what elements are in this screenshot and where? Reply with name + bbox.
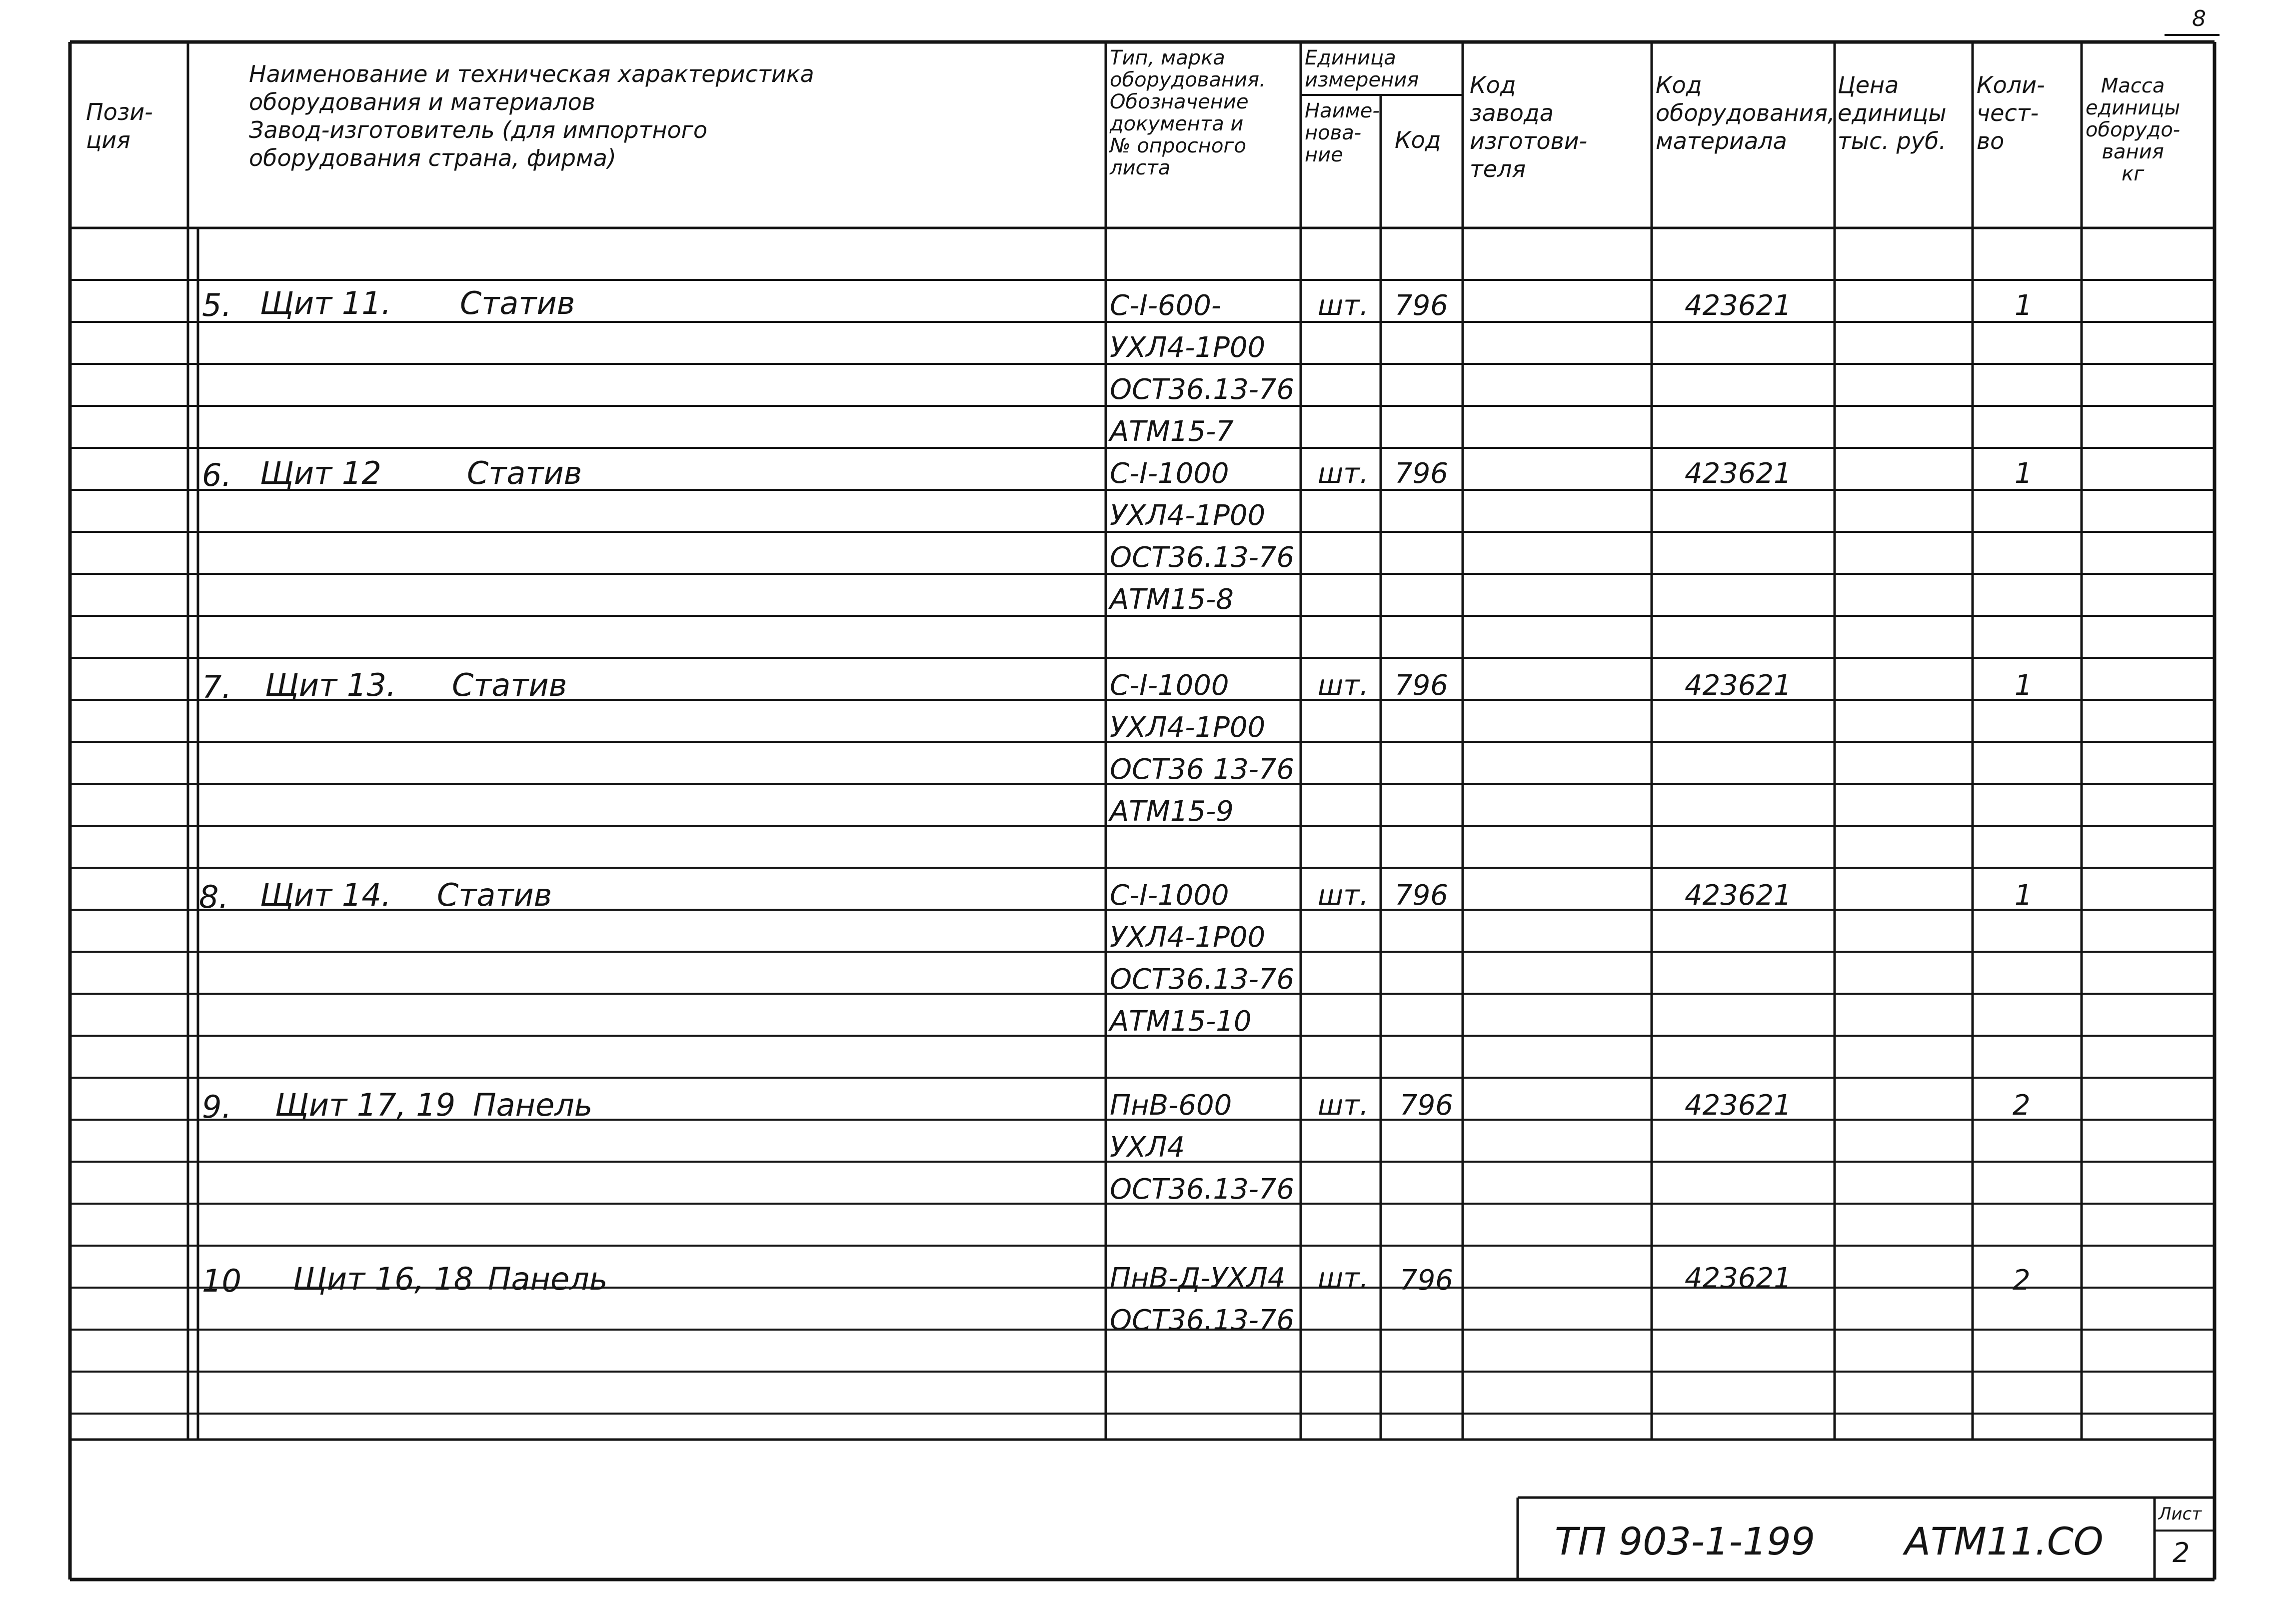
row-quantity: 2: [2013, 1089, 2031, 1122]
row-unit: шт.: [1318, 879, 1369, 912]
row-unit-code: 796: [1400, 1264, 1453, 1297]
row-position: 7.: [202, 669, 232, 705]
row-position: 5.: [202, 287, 232, 323]
header-price: Цена единицы тыс. руб.: [1838, 71, 1947, 154]
row-type-line: УХЛ4-1Р00: [1110, 921, 1266, 954]
row-type-line: ПнВ-Д-УХЛ4: [1110, 1262, 1286, 1295]
row-type-line: АТМ15-7: [1110, 415, 1234, 448]
row-item-name: Щит 16, 18: [293, 1261, 474, 1297]
row-equip-code: 423621: [1685, 457, 1792, 490]
header-qty: Коли- чест- во: [1977, 71, 2045, 154]
row-type-line: АТМ15-10: [1110, 1005, 1252, 1038]
row-type-line: ОСТ36.13-76: [1110, 1173, 1295, 1206]
header-equip-code: Код оборудования, материала: [1656, 71, 1835, 154]
row-position: 10: [202, 1263, 241, 1299]
row-type-line: УХЛ4-1Р00: [1110, 499, 1266, 532]
row-quantity: 1: [2015, 289, 2033, 322]
row-equip-code: 423621: [1685, 289, 1792, 322]
row-item-name: Щит 12: [260, 455, 381, 491]
row-unit-code: 796: [1400, 1089, 1453, 1122]
row-type-line: УХЛ4-1Р00: [1110, 331, 1266, 364]
row-type-line: ПнВ-600: [1110, 1089, 1232, 1122]
row-unit: шт.: [1318, 289, 1369, 322]
row-unit-code: 796: [1395, 669, 1448, 702]
row-equip-code: 423621: [1685, 1262, 1792, 1295]
row-equip-code: 423621: [1685, 879, 1792, 912]
row-quantity: 1: [2015, 669, 2033, 702]
row-type-line: ОСТ36.13-76: [1110, 963, 1295, 996]
row-equip-code: 423621: [1685, 1089, 1792, 1122]
row-type-line: ОСТ36.13-76: [1110, 541, 1295, 574]
sheet-label: Лист: [2159, 1504, 2202, 1524]
row-quantity: 1: [2015, 457, 2033, 490]
document-number: ТП 903-1-199: [1555, 1519, 1816, 1564]
row-unit: шт.: [1318, 669, 1369, 702]
row-item-kind: Статив: [467, 455, 582, 491]
row-position: 9.: [202, 1089, 232, 1125]
header-name: Наименование и техническая характеристика оборудования и материалов Завод-изготовитель (для импортного оборудования страна, фирма): [249, 60, 814, 171]
row-unit-code: 796: [1395, 289, 1448, 322]
row-equip-code: 423621: [1685, 669, 1792, 702]
row-unit: шт.: [1318, 1089, 1369, 1122]
header-unit-name: Наиме- нова- ние: [1305, 99, 1380, 166]
row-type-line: С-I-1000: [1110, 457, 1229, 490]
row-type-line: ОСТ36 13-76: [1110, 753, 1295, 786]
row-type-line: С-I-1000: [1110, 879, 1229, 912]
header-unit-code: Код: [1395, 126, 1441, 153]
row-type-line: ОСТ36.13-76: [1110, 1304, 1295, 1337]
row-item-kind: Панель: [488, 1261, 608, 1297]
row-type-line: ОСТ36.13-76: [1110, 373, 1295, 406]
row-item-name: Щит 13.: [265, 667, 396, 703]
header-type: Тип, марка оборудования. Обозначение документа и № опросного листа: [1110, 46, 1266, 179]
row-quantity: 1: [2015, 879, 2033, 912]
sheet-mark: 8: [2192, 6, 2206, 31]
header-position: Пози- ция: [86, 98, 153, 153]
document-code: АТМ11.СО: [1905, 1519, 2104, 1564]
header-unit: Единица измерения: [1305, 46, 1419, 91]
row-item-kind: Панель: [473, 1087, 593, 1123]
row-type-line: С-I-600-: [1110, 289, 1222, 322]
row-unit: шт.: [1318, 1262, 1369, 1295]
header-mass: Масса единицы оборудо- вания кг: [2086, 74, 2181, 185]
row-item-kind: Статив: [437, 877, 552, 913]
sheet-number: 2: [2173, 1537, 2190, 1569]
row-unit-code: 796: [1395, 457, 1448, 490]
row-item-kind: Статив: [452, 667, 567, 703]
row-type-line: УХЛ4: [1110, 1131, 1185, 1164]
row-quantity: 2: [2013, 1264, 2031, 1297]
row-position: 6.: [202, 457, 232, 493]
row-position: 8.: [199, 879, 229, 915]
row-item-kind: Статив: [460, 285, 575, 321]
row-type-line: УХЛ4-1Р00: [1110, 711, 1266, 744]
row-item-name: Щит 11.: [260, 285, 391, 321]
row-item-name: Щит 17, 19: [275, 1087, 456, 1123]
row-unit: шт.: [1318, 457, 1369, 490]
row-type-line: С-I-1000: [1110, 669, 1229, 702]
row-type-line: АТМ15-9: [1110, 795, 1234, 828]
row-type-line: АТМ15-8: [1110, 583, 1234, 616]
header-plant-code: Код завода изготови- теля: [1470, 71, 1588, 182]
row-item-name: Щит 14.: [260, 877, 391, 913]
row-unit-code: 796: [1395, 879, 1448, 912]
